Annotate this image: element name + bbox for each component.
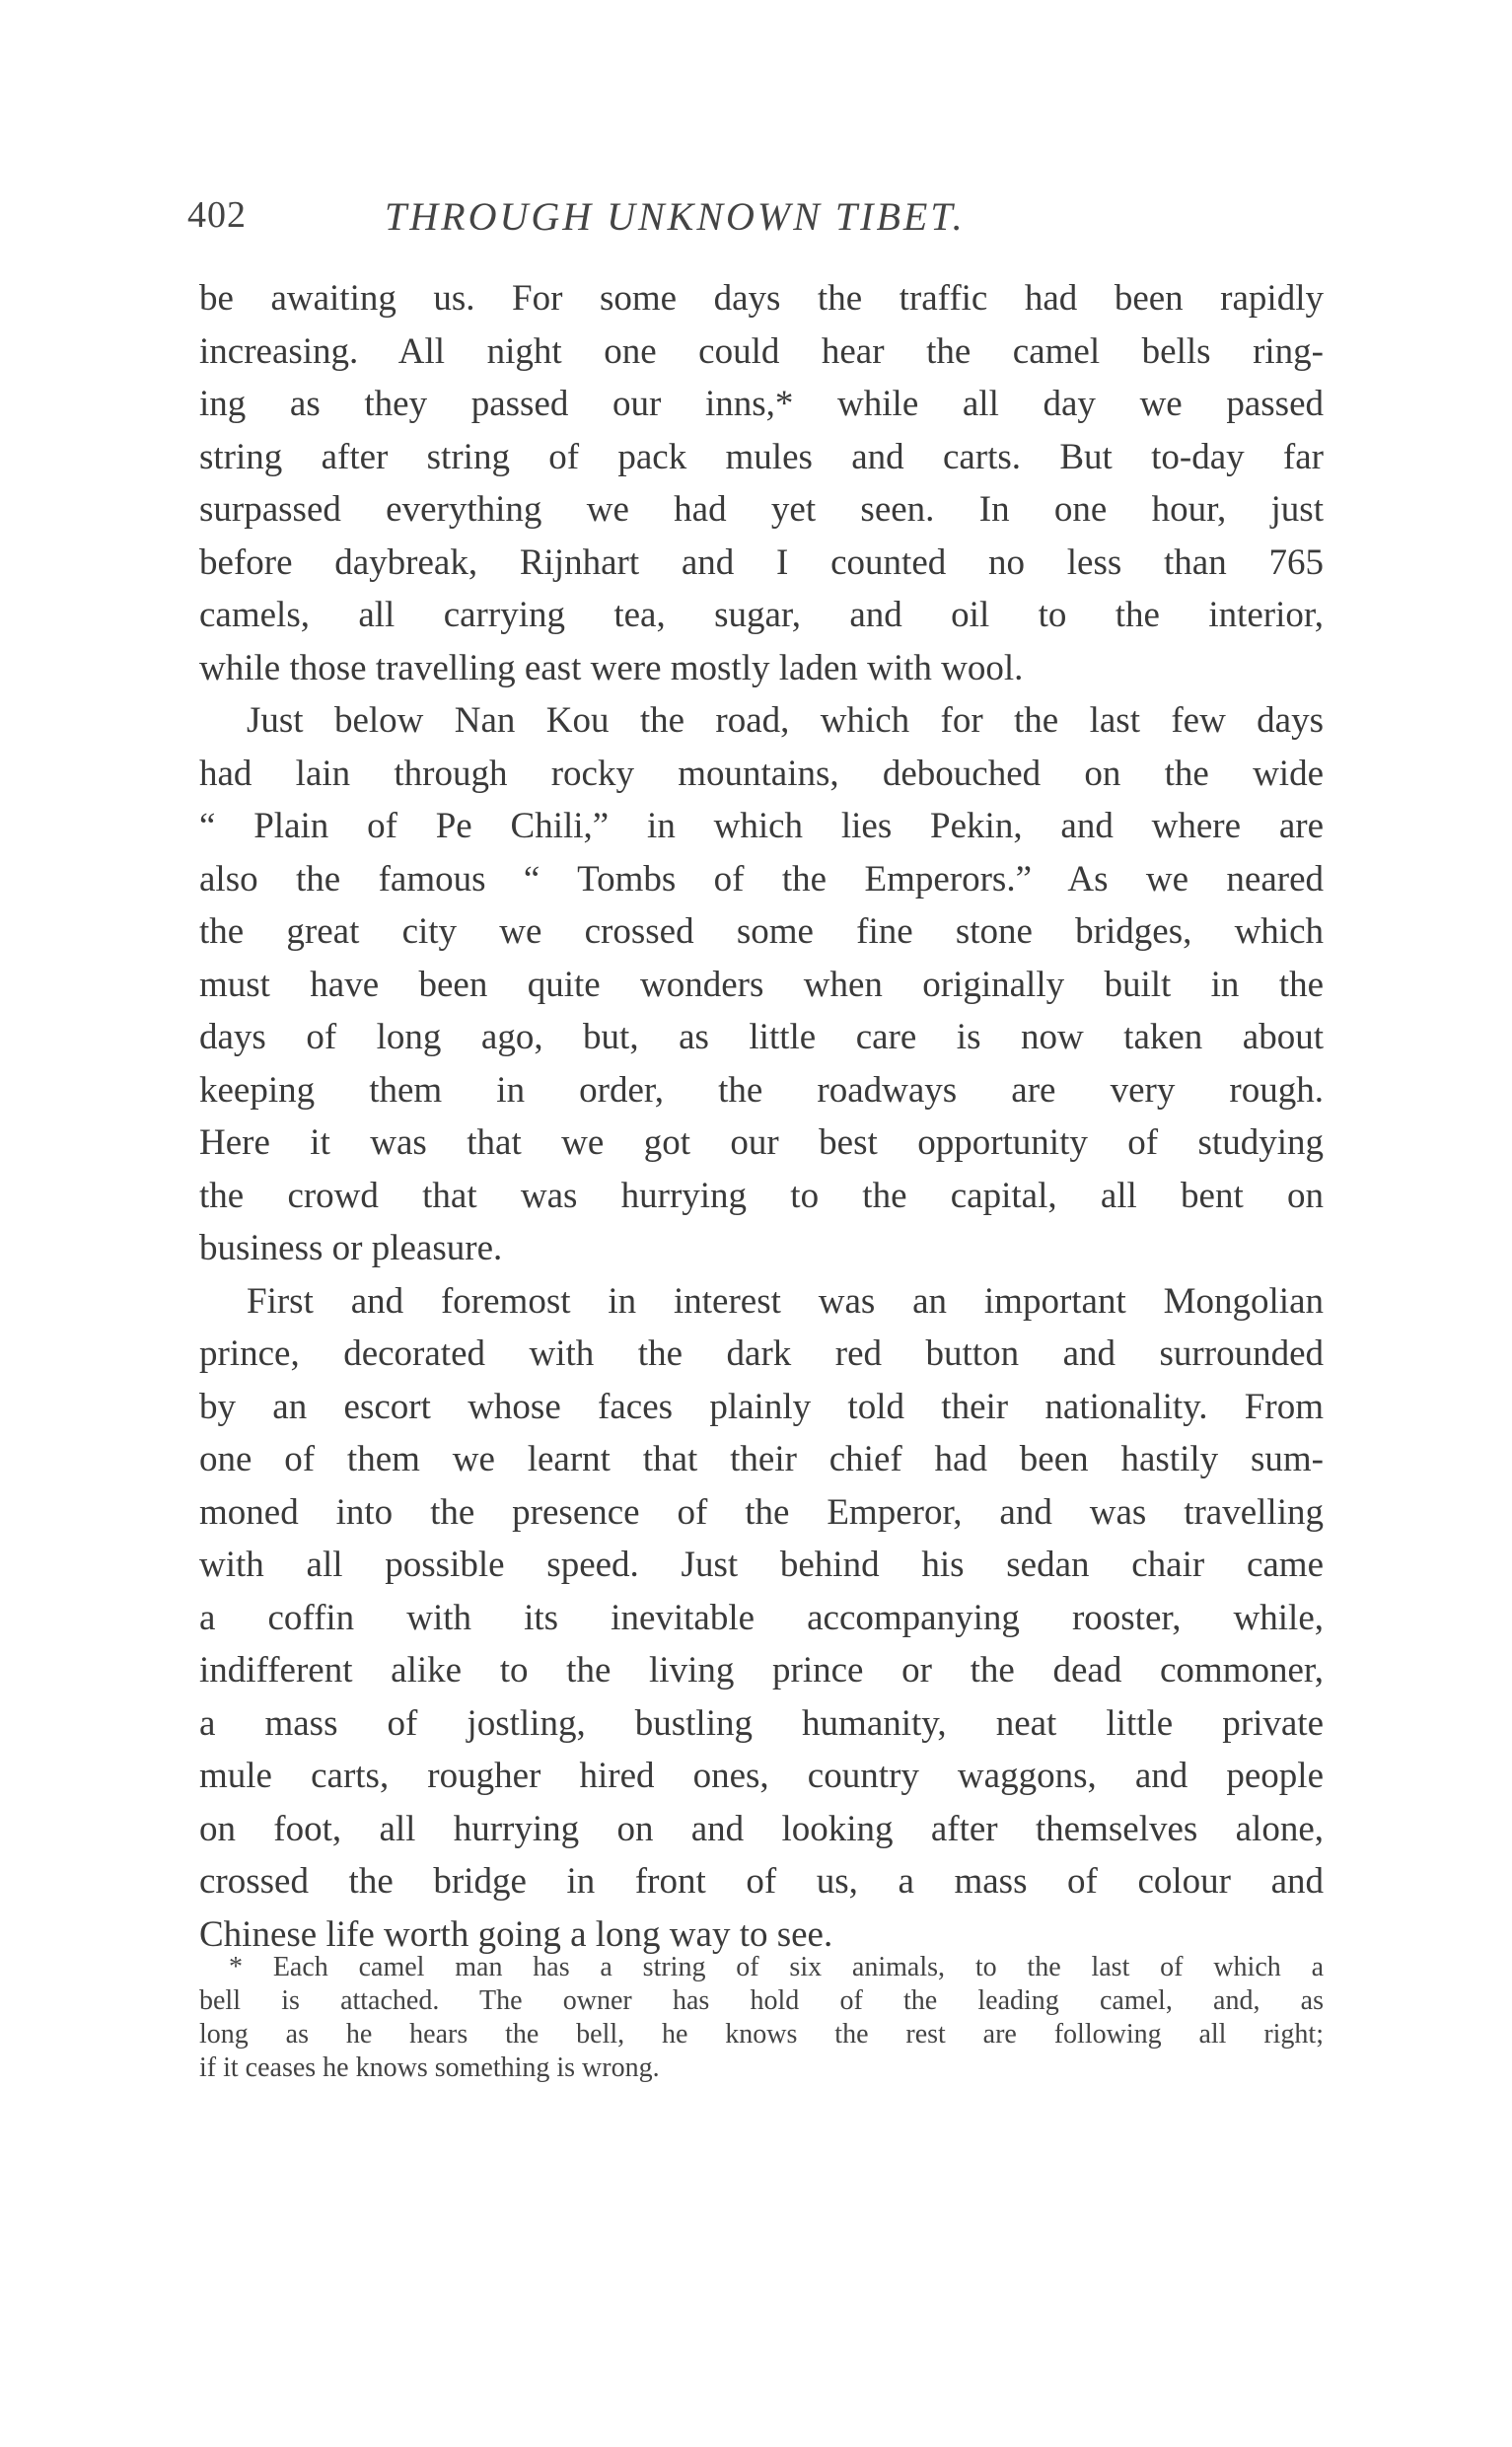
text-line: mule carts, rougher hired ones, country waggons, and people [199,1756,1324,1796]
text-line: before daybreak, Rijnhart and I counted no less than 765 [199,541,1324,583]
text-line: ing as they passed our inns,* while all day we passed [199,384,1324,424]
running-title: THROUGH UNKNOWN TIBET. [385,194,966,239]
text-line: days of long ago, but, as little care is now taken about [199,1017,1324,1057]
text-line: Just below Nan Kou the road, which for the last few days [247,700,1324,741]
page-number: 402 [187,194,247,236]
text-line: string after string of pack mules and carts. But to-day far [199,436,1324,477]
text-line: by an escort whose faces plainly told their nationality. From [199,1386,1324,1427]
text-line: Here it was that we got our best opportunity of studying [199,1122,1324,1163]
text-line: crossed the bridge in front of us, a mass of colour and [199,1861,1324,1902]
page-header [187,193,1332,252]
text-line: the great city we crossed some fine stone bridges, which [199,911,1324,952]
text-line: “ Plain of Pe Chili,” in which lies Pekin, and where are [199,806,1324,846]
text-line: must have been quite wonders when originally built in the [199,964,1324,1005]
footnote-line: if it ceases he knows something is wrong. [199,2052,660,2083]
body-text [199,272,1324,1961]
text-line: prince, decorated with the dark red button and surrounded [199,1333,1324,1374]
text-line: business or pleasure. [199,1228,503,1268]
text-line: with all possible speed. Just behind his sedan chair came [199,1545,1324,1585]
footnote-line: * Each camel man has a string of six animals, to the last of which a [229,1952,1324,1982]
text-line: First and foremost in interest was an important Mongolian [247,1280,1324,1322]
footnote-line: bell is attached. The owner has hold of the leading camel, and, as [199,1985,1324,2016]
text-line: moned into the presence of the Emperor, and was travelling [199,1491,1324,1533]
text-line: the crowd that was hurrying to the capital, all bent on [199,1175,1324,1216]
text-line: camels, all carrying tea, sugar, and oil to the interior, [199,595,1324,635]
footnote-line: long as he hears the bell, he knows the rest are following all right; [199,2019,1324,2050]
text-line: while those travelling east were mostly laden with wool. [199,647,1024,688]
text-line: also the famous “ Tombs of the Emperors.” As we neared [199,858,1324,900]
text-line: Chinese life worth going a long way to see. [199,1913,833,1955]
text-line: a coffin with its inevitable accompanying rooster, while, [199,1597,1324,1638]
text-line: one of them we learnt that their chief had been hastily sum- [199,1439,1324,1479]
text-line: indifferent alike to the living prince or the dead commoner, [199,1650,1324,1691]
text-line: a mass of jostling, bustling humanity, neat little private [199,1702,1324,1744]
text-line: on foot, all hurrying on and looking after themselves alone, [199,1808,1324,1849]
text-line: surpassed everything we had yet seen. In one hour, just [199,489,1324,530]
text-line: keeping them in order, the roadways are very rough. [199,1069,1324,1111]
footnote [199,1951,1324,2085]
text-line: be awaiting us. For some days the traffic had been rapidly [199,278,1324,319]
text-line: had lain through rocky mountains, debouched on the wide [199,753,1324,794]
text-line: increasing. All night one could hear the camel bells ring- [199,330,1324,372]
